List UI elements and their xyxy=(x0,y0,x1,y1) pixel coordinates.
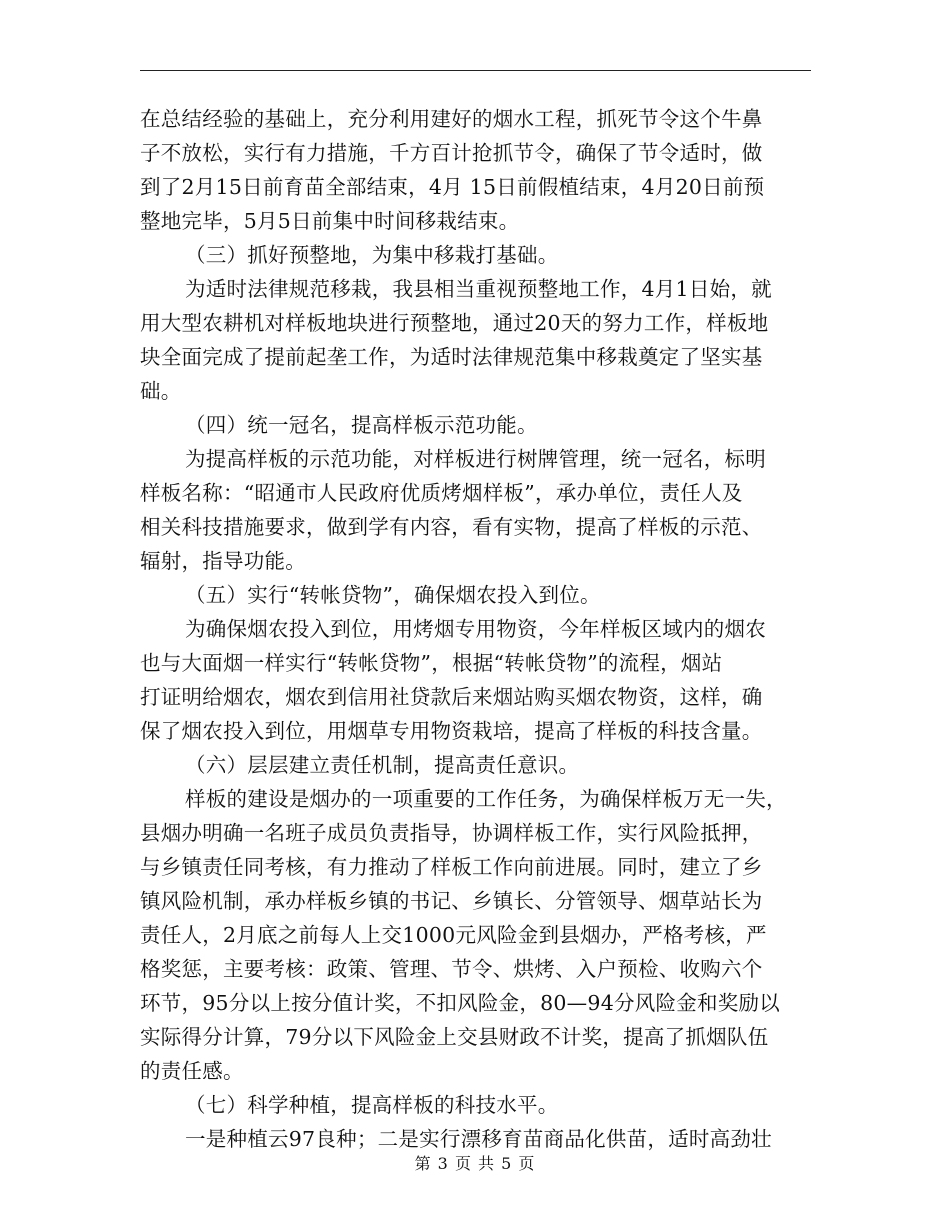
paragraph-line: 相关科技措施要求，做到学有内容，看有实物，提高了样板的示范、 xyxy=(140,515,763,539)
document-body xyxy=(140,102,812,1156)
page-footer: 第 3 页 共 5 页 xyxy=(414,1154,536,1173)
paragraph-line: 在总结经验的基础上，充分利用建好的烟水工程，抓死节令这个牛鼻 xyxy=(140,107,763,131)
paragraph-line-indented: （七）科学种植，提高样板的科技水平。 xyxy=(185,1093,559,1117)
paragraph-line-indented: （三）抓好预整地，为集中移栽打基础。 xyxy=(185,243,559,267)
paragraph-line: 的责任感。 xyxy=(140,1059,244,1083)
paragraph-line-indented: 为适时法律规范移栽，我县相当重视预整地工作，4月1日始，就 xyxy=(185,277,772,301)
paragraph-line: 到了2月15日前育苗全部结束，4月 15日前假植结束，4月20日前预 xyxy=(140,175,765,199)
paragraph-line-indented: （六）层层建立责任机制，提高责任意识。 xyxy=(185,753,580,777)
paragraph-line-indented: 为提高样板的示范功能，对样板进行树牌管理，统一冠名，标明 xyxy=(185,447,766,471)
paragraph-line: 整地完毕，5月5日前集中时间移栽结束。 xyxy=(140,209,520,233)
paragraph-line-indented: 为确保烟农投入到位，用烤烟专用物资，今年样板区域内的烟农 xyxy=(185,617,766,641)
paragraph-line: 子不放松，实行有力措施，千方百计抢抓节令，确保了节令适时，做 xyxy=(140,141,763,165)
paragraph-line: 格奖惩，主要考核：政策、管理、节令、烘烤、入户预检、收购六个 xyxy=(140,957,763,981)
paragraph-line-indented: 一是种植云97良种；二是实行漂移育苗商品化供苗，适时高劲壮 xyxy=(185,1127,772,1151)
paragraph-line: 镇风险机制，承办样板乡镇的书记、乡镇长、分管领导、烟草站长为 xyxy=(140,889,763,913)
paragraph-line: 打证明给烟农，烟农到信用社贷款后来烟站购买烟农物资，这样，确 xyxy=(140,685,763,709)
paragraph-line-indented: 样板的建设是烟办的一项重要的工作任务，为确保样板万无一失， xyxy=(185,787,787,811)
paragraph-line: 辐射，指导功能。 xyxy=(140,549,306,573)
paragraph-line: 与乡镇责任同考核，有力推动了样板工作向前进展。同时，建立了乡 xyxy=(140,855,763,879)
paragraph-line: 样板名称：“昭通市人民政府优质烤烟样板”，承办单位，责任人及 xyxy=(140,481,743,505)
paragraph-line: 用大型农耕机对样板地块进行预整地，通过20天的努力工作，样板地 xyxy=(140,311,769,335)
paragraph-line: 也与大面烟一样实行“转帐贷物”，根据“转帐贷物”的流程，烟站 xyxy=(140,651,723,675)
paragraph-line: 县烟办明确一名班子成员负责指导，协调样板工作，实行风险抵押， xyxy=(140,821,763,845)
paragraph-line: 责任人，2月底之前每人上交1000元风险金到县烟办，严格考核，严 xyxy=(140,923,767,947)
paragraph-line: 环节，95分以上按分值计奖，不扣风险金，80—94分风险金和奖励以 xyxy=(140,991,781,1015)
paragraph-line: 实际得分计算，79分以下风险金上交县财政不计奖，提高了抓烟队伍 xyxy=(140,1025,769,1049)
paragraph-line: 础。 xyxy=(140,379,182,403)
header-rule xyxy=(140,70,811,71)
paragraph-line: 保了烟农投入到位，用烟草专用物资栽培，提高了样板的科技含量。 xyxy=(140,719,763,743)
paragraph-line-indented: （四）统一冠名，提高样板示范功能。 xyxy=(185,413,538,437)
paragraph-line-indented: （五）实行“转帐贷物”，确保烟农投入到位。 xyxy=(185,583,601,607)
paragraph-line: 块全面完成了提前起垄工作，为适时法律规范集中移栽奠定了坚实基 xyxy=(140,345,763,369)
